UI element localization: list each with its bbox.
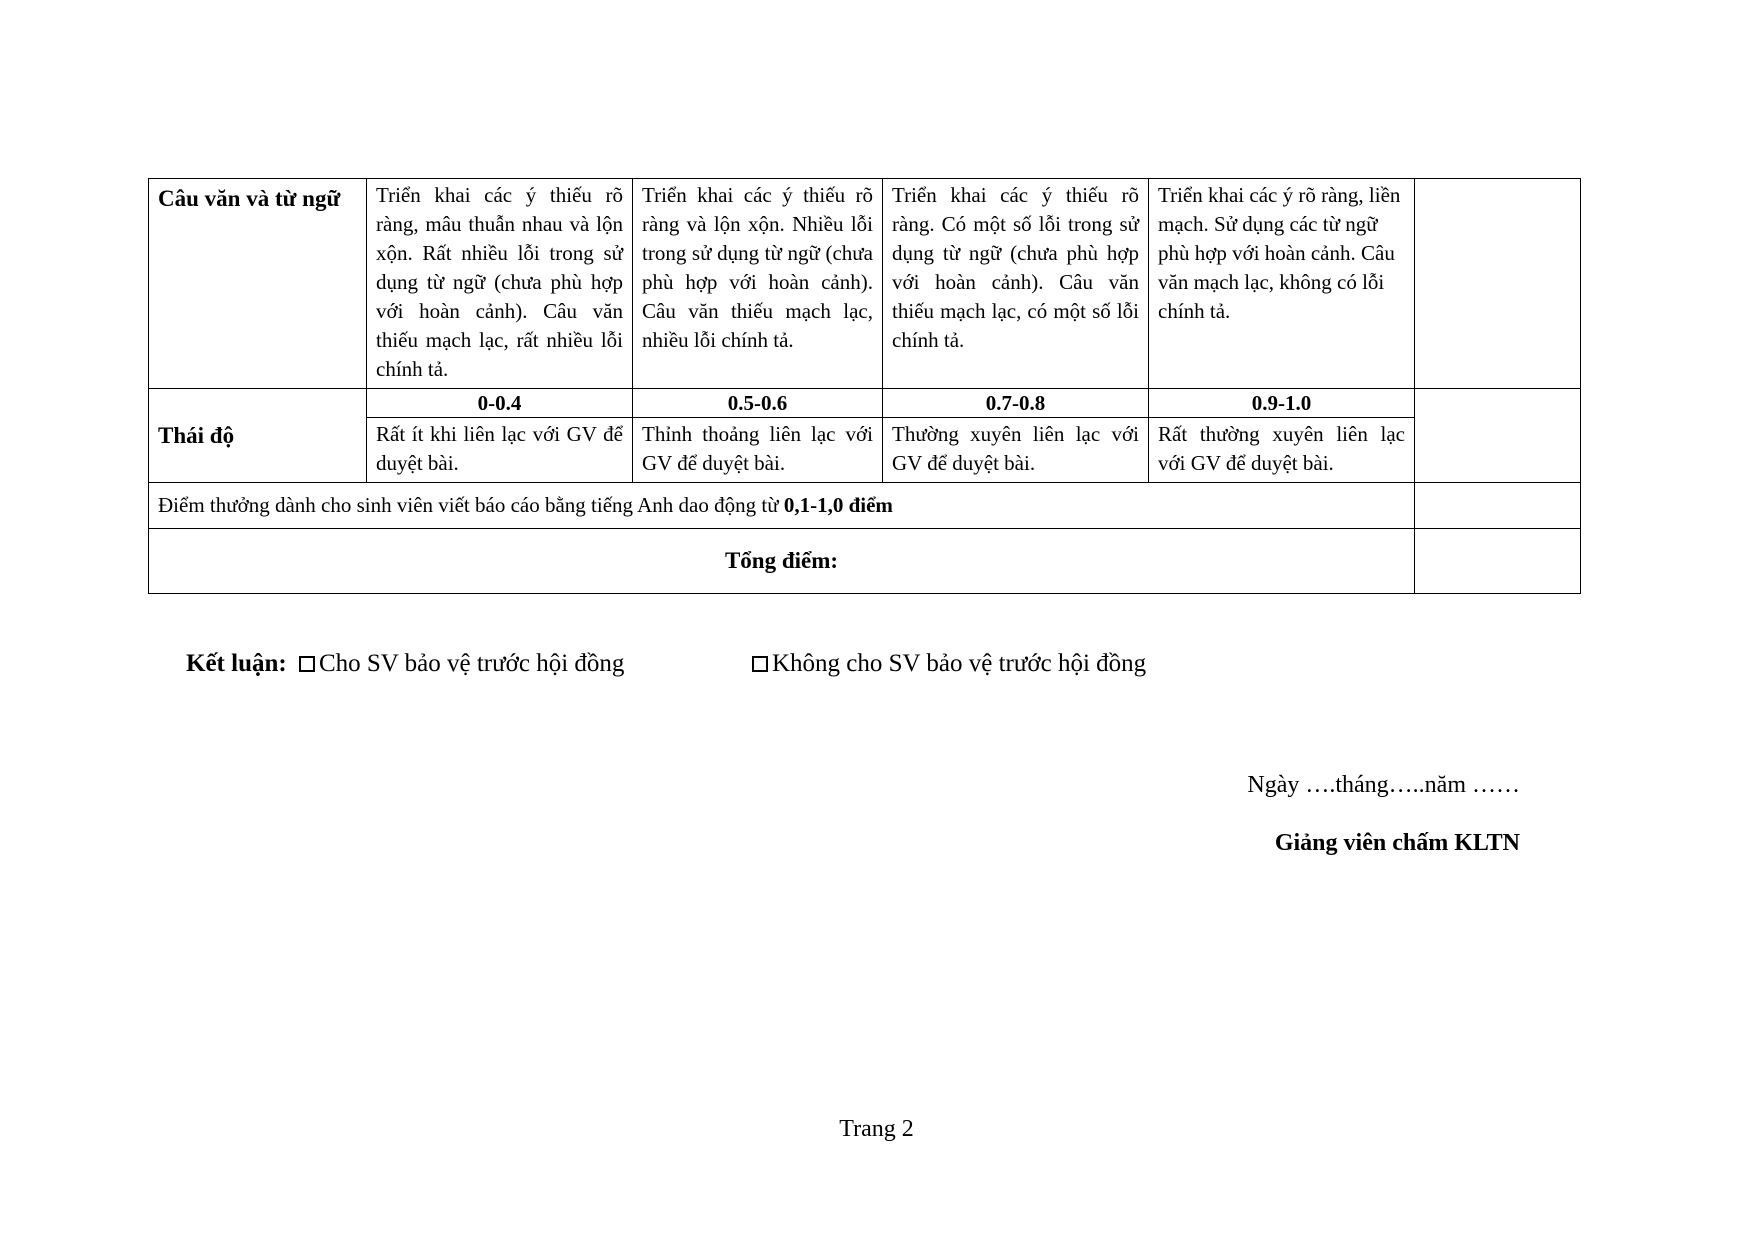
deny-defense-checkbox[interactable] <box>752 656 768 672</box>
score-range-2: 0.5-0.6 <box>633 389 883 418</box>
score-range-1: 0-0.4 <box>367 389 633 418</box>
conclusion-label: Kết luận: <box>186 650 287 677</box>
date-line: Ngày ….tháng…..năm …… <box>1247 772 1520 798</box>
total-label: Tổng điểm: <box>149 529 1415 594</box>
level3-thai-do: Thường xuyên liên lạc với GV để duyệt bài. <box>883 418 1149 483</box>
bonus-range: 0,1-1,0 điểm <box>783 493 893 517</box>
signer-title: Giảng viên chấm KLTN <box>1274 830 1520 856</box>
deny-defense-option <box>752 648 1146 680</box>
criterion-cau-van: Câu văn và từ ngữ <box>149 179 367 389</box>
rubric-row-thai-do-ranges <box>149 389 1581 418</box>
allow-defense-label: Cho SV bảo vệ trước hội đồng <box>318 650 625 677</box>
conclusion-line <box>186 648 1286 680</box>
level1-thai-do: Rất ít khi liên lạc với GV để duyệt bài. <box>367 418 633 483</box>
rubric-row-cau-van <box>149 179 1581 389</box>
score-cell-cau-van[interactable] <box>1415 179 1581 389</box>
level4-cau-van: Triển khai các ý rõ ràng, liền mạch. Sử dụng các từ ngữ phù hợp với hoàn cảnh. Câu văn mạch lạc, không có lỗi chính tả. <box>1149 179 1415 389</box>
score-range-4: 0.9-1.0 <box>1149 389 1415 418</box>
rubric-row-bonus <box>149 483 1581 529</box>
allow-defense-checkbox[interactable] <box>299 656 315 672</box>
score-cell-bonus[interactable] <box>1415 483 1581 529</box>
score-cell-thai-do[interactable] <box>1415 389 1581 483</box>
criterion-thai-do: Thái độ <box>149 389 367 483</box>
level3-cau-van: Triển khai các ý thiếu rõ ràng. Có một số lỗi trong sử dụng từ ngữ (chưa phù hợp với hoàn cảnh). Câu văn thiếu mạch lạc, có một số lỗi chính tả. <box>883 179 1149 389</box>
page-number: Trang 2 <box>839 1116 914 1142</box>
bonus-description <box>149 483 1415 529</box>
level1-cau-van: Triển khai các ý thiếu rõ ràng, mâu thuẫn nhau và lộn xộn. Rất nhiều lỗi trong sử dụng từ ngữ (chưa phù hợp với hoàn cảnh). Câu văn thiếu mạch lạc, rất nhiều lỗi chính tả. <box>367 179 633 389</box>
level2-cau-van: Triển khai các ý thiếu rõ ràng và lộn xộn. Nhiều lỗi trong sử dụng từ ngữ (chưa phù hợp với hoàn cảnh). Câu văn thiếu mạch lạc, nhiều lỗi chính tả. <box>633 179 883 389</box>
level4-thai-do: Rất thường xuyên liên lạc với GV để duyệt bài. <box>1149 418 1415 483</box>
deny-defense-label: Không cho SV bảo vệ trước hội đồng <box>772 650 1147 677</box>
score-cell-total[interactable] <box>1415 529 1581 594</box>
level2-thai-do: Thỉnh thoảng liên lạc với GV để duyệt bài. <box>633 418 883 483</box>
bonus-text: Điểm thưởng dành cho sinh viên viết báo cáo bằng tiếng Anh dao động từ <box>158 493 784 517</box>
rubric-row-total <box>149 529 1581 594</box>
grading-rubric-table <box>148 178 1581 594</box>
score-range-3: 0.7-0.8 <box>883 389 1149 418</box>
